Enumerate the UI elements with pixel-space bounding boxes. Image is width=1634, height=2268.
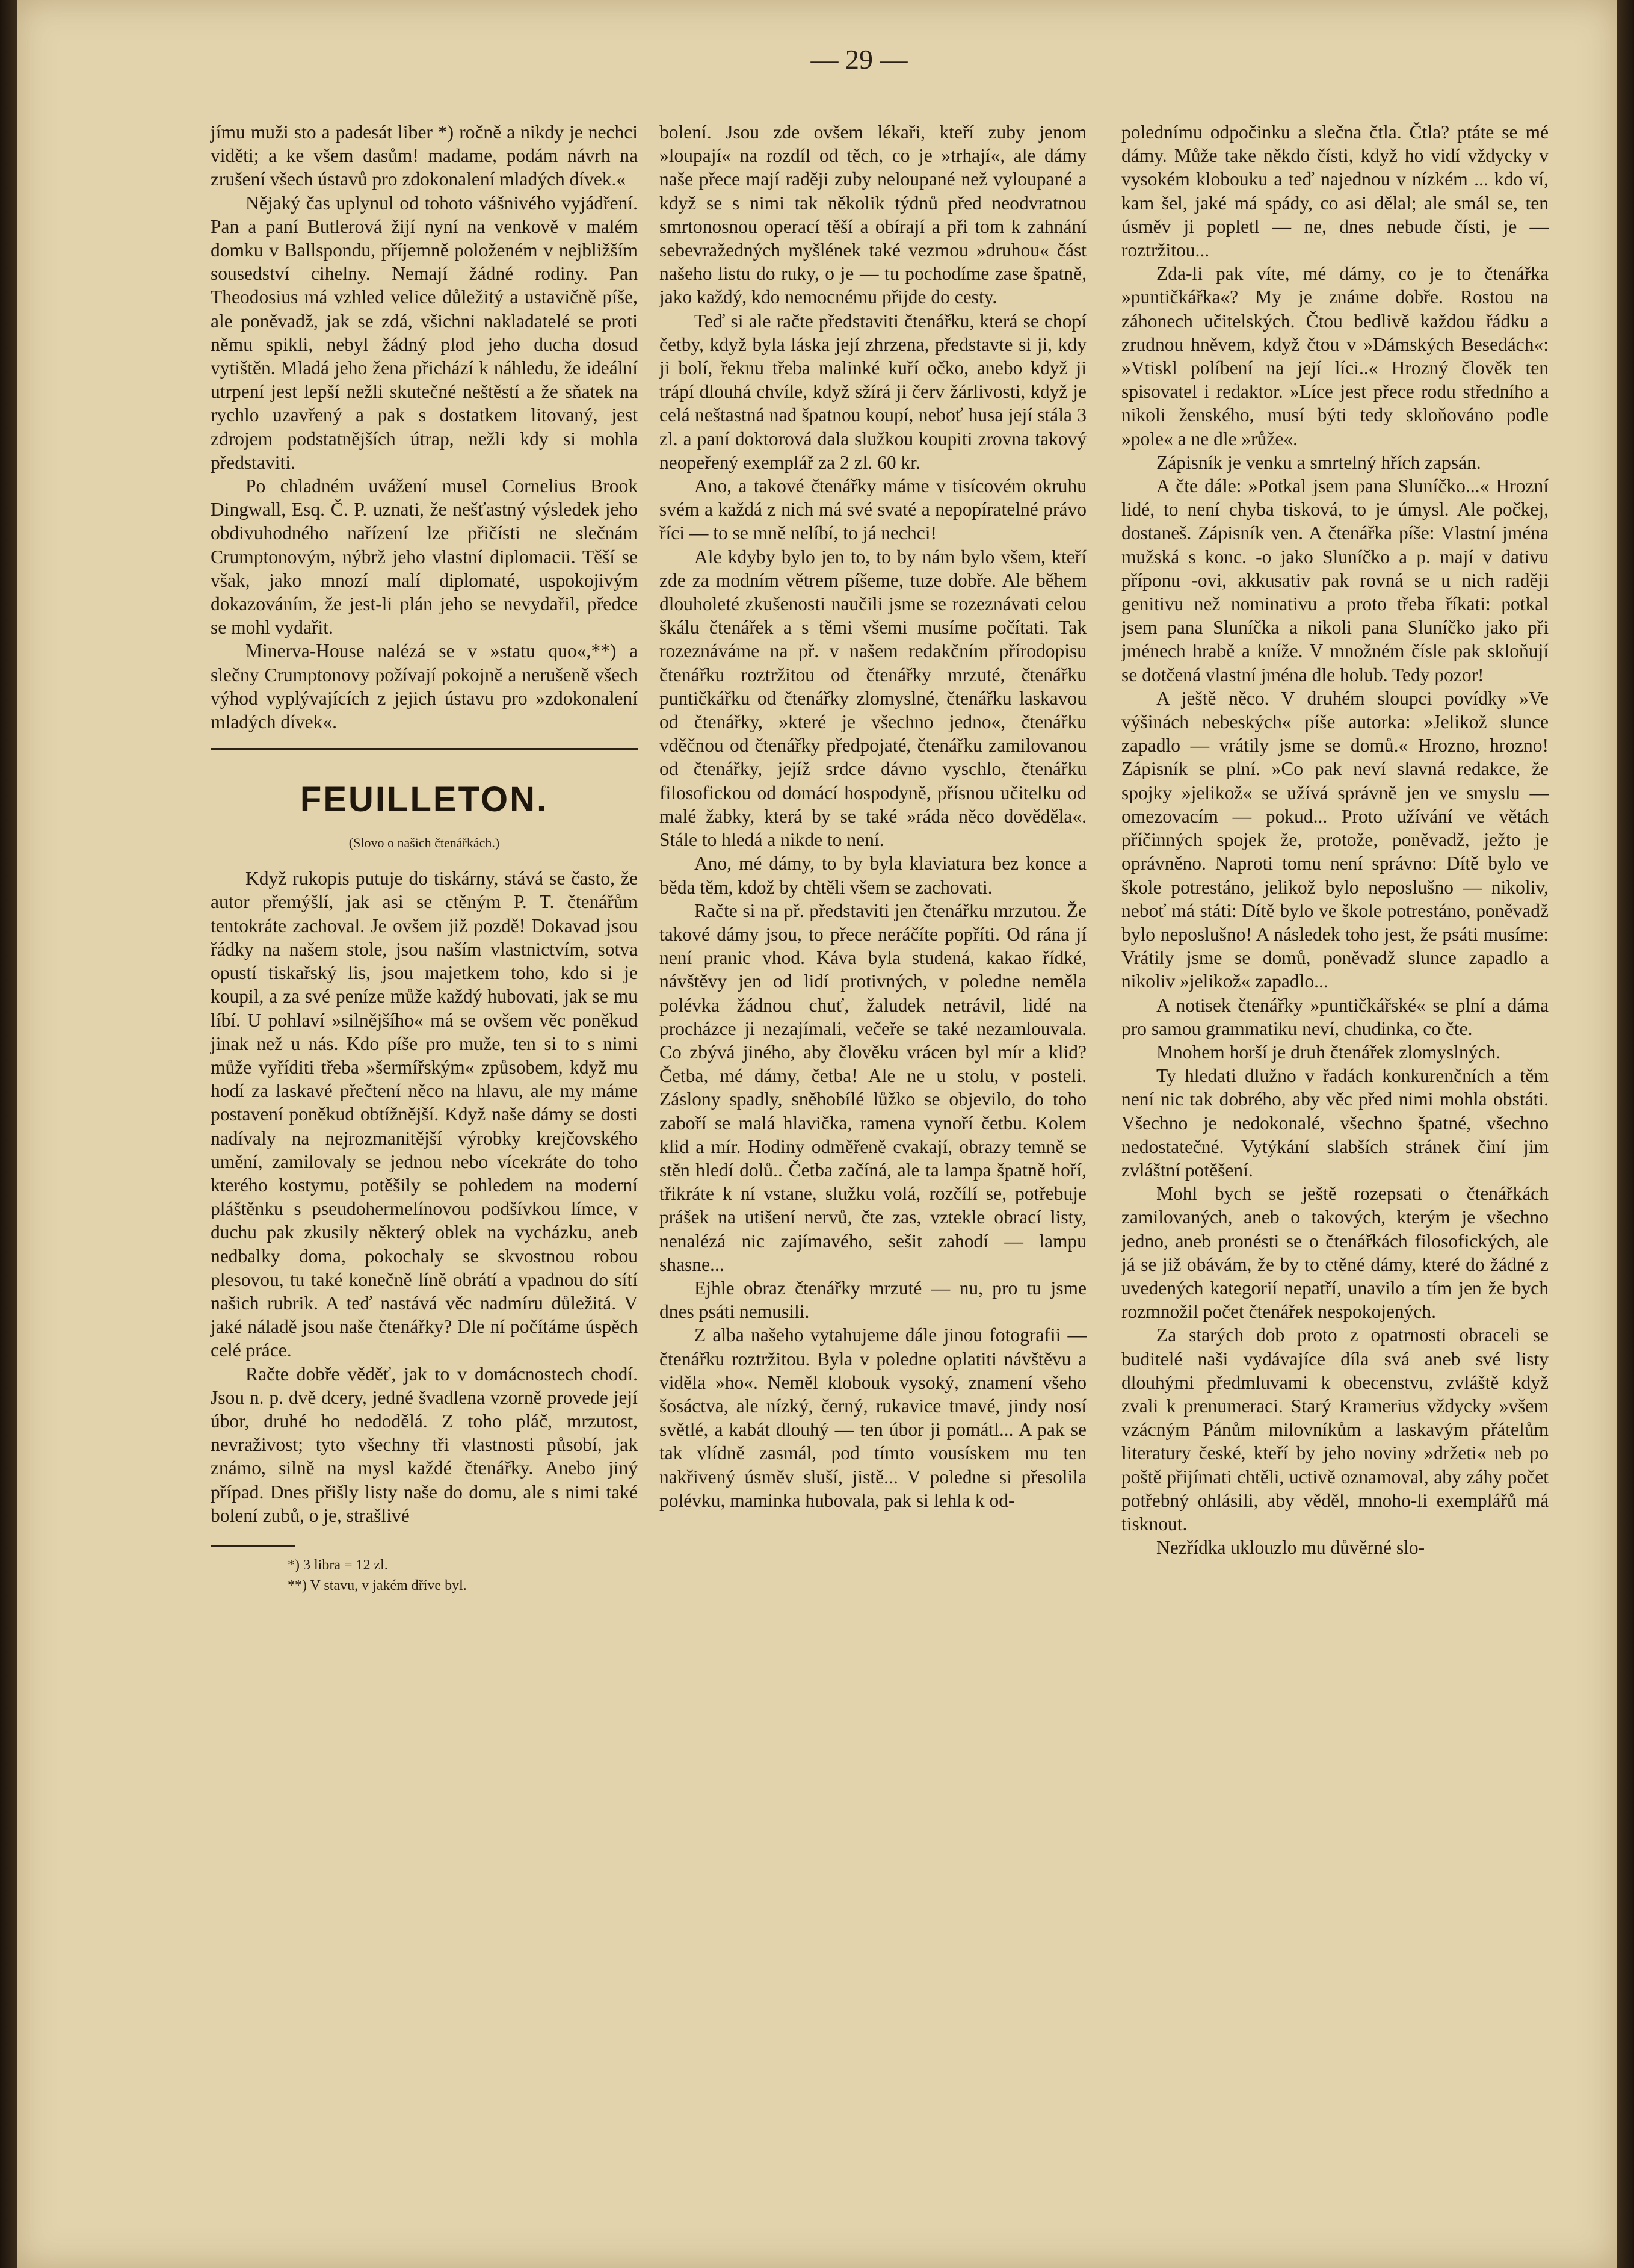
- paragraph: Nezřídka uklouzlo mu důvěrné slo-: [1156, 1537, 1425, 1559]
- paragraph: Zápisník je venku a smrtelný hřích zapsán.: [1156, 451, 1481, 473]
- paragraph: Z alba našeho vytahujeme dále jinou fotografii — čtenářku roztržitou. Byla v poledne oplatiti návštěvu a viděla »ho«. Neměl klobouk vysoký, znamení všeho šosáctva, ale nízký, černý, rukavice tmavé, jindy nosí světlé, a kabát dlouhý — ten úbor ji pomátl... A pak se tak vlídně zasmál, pod tímto vousískem mu ten nakřivený úsměv sluší, jistě... V poledne si přesolila polévku, maminka hubovala, pak si lehla k od-: [659, 1324, 1087, 1511]
- feuilleton-title: FEUILLETON.: [300, 780, 549, 820]
- section-divider: [211, 748, 638, 752]
- paragraph: polednímu odpočinku a slečna čtla. Čtla? ptáte se mé dámy. Může take někdo čísti, když ho vidí vždycky v vysokém klobouku a teď najednou v nízkém ... kdo ví, kam šel, jaké má spády, co asi dělal; ale smál se, ten úsměv ji popletl — ne, dnes nebude čísti, je — roztržitou...: [1121, 122, 1549, 261]
- paragraph: Račte si na př. představiti jen čtenářku mrzutou. Že takové dámy jsou, to přece neráčíte popříti. Od rána jí není pranic vhod. Káva byla studená, kakao řídké, návštěvy jen od lidí protivných, v poledne neměla polévka žádnou chuť, žaludek netrávil, lidé na procházce ji nezajímali, večeře se také nezamlouvala. Co zbývá jiného, aby člověku vrácen byl mír a klid? Četba, mé dámy, četba! Ale ne u stolu, v posteli. Záslony spadly, sněhobílé lůžko se objevilo, do toho zaboří se malá hlavička, ramena vynoří četbu. Kolem klid a mír. Hodiny odměřeně cvakají, obrazy temně se stěn hledí dolů.. Četba začíná, ale ta lampa špatně hoří, třikráte k ní vstane, služku volá, rozčílí se, potřebuje prášek na utišení nervů, čte zas, vztekle obrací listy, nenalézá nic zajímavého, sešit zahodí — lampu shasne...: [659, 900, 1087, 1275]
- footnote: *) 3 libra = 12 zl.: [288, 1557, 388, 1573]
- scan-edge-left: [0, 0, 17, 2268]
- paragraph: Ale kdyby bylo jen to, to by nám bylo všem, kteří zde za modním větrem píšeme, tuze dobře. Ale během dlouholeté zkušenosti naučili jsme se rozeznávati celou škálu čtenářek a s těmi všemi musíme počítati. Tak rozeznáváme na př. v našem redakčním přírodopisu čtenářku roztržitou od čtenářky mrzuté, čtenářku puntičkářku od čtenářky zlomyslné, čtenářku laskavou od čtenářky, »které je všechno jedno«, čtenářku vděčnou od čtenářky předpojaté, čtenářku zamilovanou od čtenářky, jejíž srdce dávno vyschlo, čtenářku filosofickou od domácí hospodyně, přísnou učitelku od malé žabky, která by se také »ráda něco dověděla«. Stále to hledá a nikde to není.: [659, 546, 1087, 851]
- paragraph: Po chladném uvážení musel Cornelius Brook Dingwall, Esq. Č. P. uznati, že nešťastný výsledek jeho obdivuhodného nařízení lze přičísti ne slečnám Crumptonovým, nýbrž jeho vlastní diplomacii. Těší se však, jako mnozí malí diplomaté, uspokojivým dokazováním, že jest-li plán jeho se nevydařil, předce se mohl vydařit.: [211, 475, 638, 638]
- paragraph: Za starých dob proto z opatrnosti obraceli se buditelé naši vydávajíce díla svá aneb své listy dlouhými předmluvami k obecenstvu, zvláště když zvali k prenumeraci. Starý Kramerius vždycky »všem vzácným Pánům milovníkům a laskavým přátelům literatury české, kteří by jeho noviny »držeti« neb po poště přijímati chtěli, uctivě oznamoval, aby záhy počet potřebný ohlásili, aby věděl, mnoho-li exemplářů má tisknout.: [1121, 1324, 1549, 1534]
- feuilleton-subtitle: (Slovo o našich čtenářkách.): [348, 835, 500, 851]
- paragraph: Mnohem horší je druh čtenářek zlomyslných.: [1156, 1041, 1501, 1063]
- paragraph: Ty hledati dlužno v řadách konkurenčních a těm není nic tak dobrého, aby věc před nimi mohla obstáti. Všechno je nedokonalé, všechno špatné, všechno nedostatečné. Vytýkání slabších stránek činí jim zvláštní potěšení.: [1121, 1065, 1549, 1181]
- footnote: **) V stavu, v jakém dříve byl.: [288, 1577, 467, 1593]
- paragraph: bolení. Jsou zde ovšem lékaři, kteří zuby jenom »loupají« na rozdíl od těch, co je »trhají«, ale dámy naše přece mají raději zuby neloupané než vyloupané a když se s nimi tak několik týdnů před neodvratnou smrtonosnou operací těší a obírají a při tom k zahnání sebevražedných myšlének také vezmou »druhou« část našeho listu do ruky, o je — tu pochodíme zase špatně, jako každý, kdo nemocnému přijde do cesty.: [659, 122, 1087, 308]
- paragraph: Zda-li pak víte, mé dámy, co je to čtenářka »puntičkářka«? My je známe dobře. Rostou na záhonech učitelských. Čtou bedlivě každou řádku a zrudnou hněvem, když čtou v »Dámských Besedách«: »Vtiskl políbení na její líci..« Hrozný člověk ten spisovatel i redaktor. »Líce jest přece rodu středního a nikoli ženského, musí býti tedy skloňováno podle »pole« a ne dle »růže«.: [1121, 263, 1549, 450]
- page-number: — 29 —: [810, 44, 908, 75]
- paragraph: A ještě něco. V druhém sloupci povídky »Ve výšinách nebeských« píše autorka: »Jelikož slunce zapadlo — vrátily jsme se domů.« Hrozno, hrozno! Zápisník se plní. »Co pak neví slavná redakce, že spojky »jelikož« se užívá správně jen ve smyslu — omezovacím — pokud... Proto užívání ve větách příčinných spojek že, protože, poněvadž, ježto je oprávněno. Naproti tomu není správno: Dítě bylo ve škole potrestáno, jelikož bylo neposlušno — nikoliv, neboť má státi: Dítě bylo ve škole potrestáno, poněvadž bylo neposlušno! A následek toho jest, že psáti musíme: Vrátily jsme se domů, poněvadž slunce zapadlo a nikoliv »jelikož« zapadlo...: [1121, 687, 1549, 992]
- column-1: [211, 120, 638, 1596]
- paragraph: Račte dobře věděť, jak to v domácnostech chodí. Jsou n. p. dvě dcery, jedné švadlena vzorně provede její úbor, druhé ho nedodělá. Z toho pláč, mrzutost, nevraživost; tyto všechny tři vlastnosti působí, jak známo, silně na mysl každé čtenářky. Anebo jiný případ. Dnes přišly listy naše do domu, ale s nimi také bolení zubů, o je, strašlivé: [211, 1363, 638, 1526]
- paragraph: Když rukopis putuje do tiskárny, stává se často, že autor přemýšlí, jak asi se ctěným P. T. čtenářům tentokráte zachoval. Je ovšem již pozdě! Dokavad jsou řádky na našem stole, jsou naším vlastnictvím, sotva opustí tiskařský lis, jsou majetkem toho, kdo si je koupil, a za své peníze může každý hubovati, jak se mu líbí. U pohlaví »silnějšího« má se ovšem věc poněkud jinak než u nás. Kdo píše pro muže, ten si to s nimi může vyříditi třeba »šermířským« způsobem, když mu hodí za laskavé přečtení něco na hlavu, ale my máme postavení poněkud obtížnější. Když naše dámy se dosti nadívaly na nejrozmanitější výrobky krejčovského umění, zamilovaly se jednou nebo vícekráte do toho kterého kostymu, potěšily se pohledem na moderní pláštěnku s pseudohermelínovou podšívkou límce, v duchu pak zkusily některý oblek na vycházku, aneb nedbalky doma, pokochaly se skvostnou robou plesovou, tu také konečně líně obrátí a vpadnou do sítí našich rubrik. A teď nastává věc nadmíru důležitá. V jaké náladě jsou naše čtenářky? Dle ní počítáme úspěch celé práce.: [211, 868, 638, 1361]
- column-2: [659, 120, 1087, 1512]
- footnote-divider: [211, 1545, 295, 1547]
- paragraph: A čte dále: »Potkal jsem pana Sluníčko...« Hrozní lidé, to není chyba tisková, to je úmysl. Ale počkej, dostaneš. Zápisník ven. A čtenářka píše: Vlastní jména mužská s konc. -o jako Sluníčko a p. mají v dativu příponu -ovi, akkusativ pak rovná se u nich raději genitivu než nominativu a proto třeba říkati: potkal jsem pana Sluníčka a nikoli pana Sluníčko jako při jménech hrabě a kníže. V množném čísle pak skloňují se dotčená vlastní jména dle holub. Tedy pozor!: [1121, 475, 1549, 685]
- paragraph: Teď si ale račte představiti čtenářku, která se chopí četby, když byla láska její zhrzena, představte si ji, kdy ji bolí, řeknu třeba malinké kuří očko, anebo když ji trápí dlouhá chvíle, když sžírá ji červ žárlivosti, když je celá neštastná nad špatnou koupí, neboť husa její stála 3 zl. a paní doktorová dala služkou koupiti zrovna takový neopeřený exemplář za 2 zl. 60 kr.: [659, 310, 1087, 473]
- paragraph: A notisek čtenářky »puntičkářské« se plní a dáma pro samou grammatiku neví, chudinka, co čte.: [1121, 994, 1549, 1039]
- paragraph: Minerva-House nalézá se v »statu quo«,**) a slečny Crumptonovy požívají pokojně a nerušeně všech výhod vyplývajících z jejich ústavu pro »zdokonalení mladých dívek«.: [211, 640, 638, 733]
- paragraph: Nějaký čas uplynul od tohoto vášnivého vyjádření. Pan a paní Butlerová žijí nyní na venkově v malém domku v Ballspondu, příjemně položeném v nejbližším sousedství cihelny. Nemají žádné rodiny. Pan Theodosius má vzhled velice důležitý a ustavičně píše, ale poněvadž, jak se zdá, všichni nakladatelé se proti němu spikli, nebyl žádný plod jeho ducha dosud vytištěn. Mladá jeho žena přichází k náhledu, že ideální utrpení jest lepší nežli skutečné neštěstí a že sňatek na rychlo uzavřený a pak s dostatkem litovaný, jest zdrojem podstatnějších útrap, nežli kdy si mohla představiti.: [211, 192, 638, 473]
- column-3: [1121, 120, 1549, 1559]
- paragraph: Mohl bych se ještě rozepsati o čtenářkách zamilovaných, aneb o takových, kterým je všechno jedno, aneb pronésti se o čtenářkách filosofických, ale já se již obávám, že by to ctěné dámy, které do žádné z uvedených kategorií nepatří, unavilo a tím jen že bych rozmnožil počet čtenářek nespokojených.: [1121, 1183, 1549, 1323]
- paragraph: Ejhle obraz čtenářky mrzuté — nu, pro tu jsme dnes psáti nemusili.: [659, 1277, 1087, 1323]
- paragraph: jímu muži sto a padesát liber *) ročně a nikdy je nechci viděti; a ke všem dasům! madame, podám návrh na zrušení všech ústavů pro zdokonalení mladých dívek.«: [211, 122, 638, 190]
- paragraph: Ano, a takové čtenářky máme v tisícovém okruhu svém a každá z nich má své svaté a nepopíratelné právo říci — to se mně nelíbí, to já nechci!: [659, 475, 1087, 544]
- scan-edge-right: [1617, 0, 1634, 2268]
- paragraph: Ano, mé dámy, to by byla klaviatura bez konce a běda těm, kdož by chtěli všem se zachovati.: [659, 853, 1087, 898]
- newspaper-page: [17, 0, 1617, 2268]
